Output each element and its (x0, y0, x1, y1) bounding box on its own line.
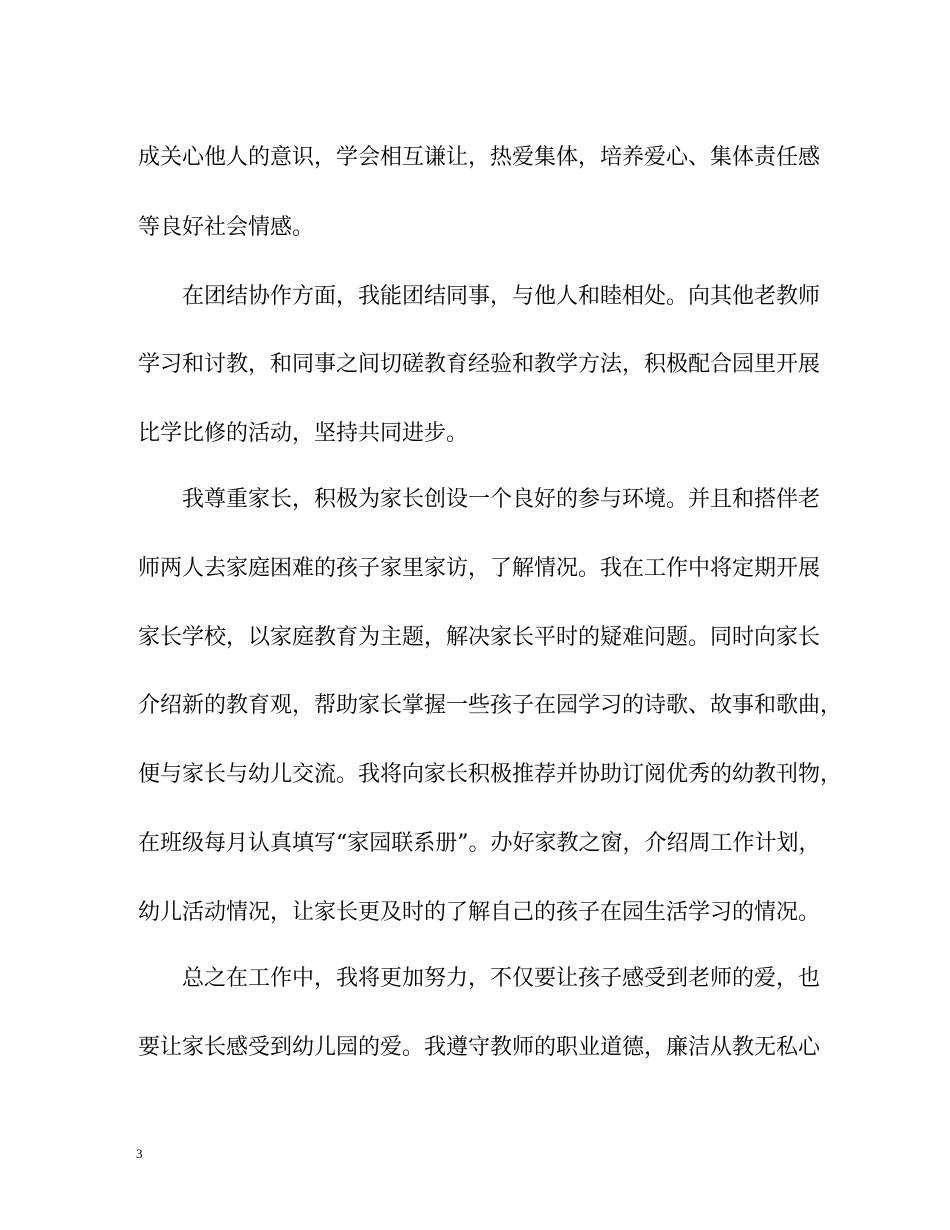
text-line: 师两人去家庭困难的孩子家里家访，了解情况。我在工作中将定期开展 (138, 556, 821, 581)
text-line: 成关心他人的意识，学会相互谦让，热爱集体，培养爱心、集体责任感 (138, 145, 821, 170)
text-line: 等良好社会情感。 (138, 215, 315, 240)
paragraph-start-line: 我尊重家长，积极为家长创设一个良好的参与环境。并且和搭伴老 (182, 487, 821, 512)
text-line: 幼儿活动情况，让家长更及时的了解自己的孩子在园生活学习的情况。 (138, 900, 821, 925)
paragraph-start-line: 在团结协作方面，我能团结同事，与他人和睦相处。向其他老教师 (182, 284, 821, 309)
page-number: 3 (136, 1146, 143, 1161)
text-line: 家长学校，以家庭教育为主题，解决家长平时的疑难问题。同时向家长 (138, 625, 821, 650)
paragraph-start-line: 总之在工作中，我将更加努力，不仅要让孩子感受到老师的爱，也 (182, 966, 821, 991)
text-line: 学习和讨教，和同事之间切磋教育经验和教学方法，积极配合园里开展 (138, 352, 821, 377)
text-line: 便与家长与幼儿交流。我将向家长积极推荐并协助订阅优秀的幼教刊物， (138, 762, 843, 787)
text-line: 要让家长感受到幼儿园的爱。我遵守教师的职业道德，廉洁从教无私心 (138, 1035, 821, 1060)
text-line: 比学比修的活动，坚持共同进步。 (138, 421, 469, 446)
text-line: 在班级每月认真填写“家园联系册”。办好家教之窗，介绍周工作计划， (138, 831, 821, 856)
text-line: 介绍新的教育观，帮助家长掌握一些孩子在园学习的诗歌、故事和歌曲， (138, 693, 843, 718)
